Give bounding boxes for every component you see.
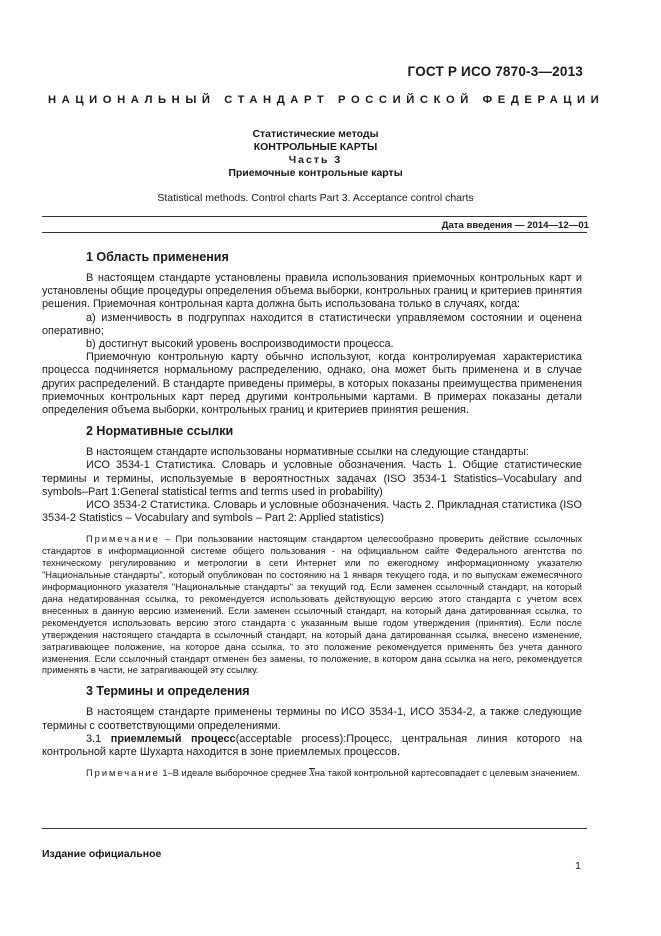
section-3-heading: 3 Термины и определения bbox=[86, 684, 250, 699]
note-text: 1–В идеале выборочное среднее bbox=[159, 768, 310, 779]
top-rule-2 bbox=[42, 232, 587, 233]
section-1-item-a: а) изменчивость в подгруппах находится в статистически управляемом состоянии и оценена оперативно; bbox=[42, 311, 582, 337]
top-rule bbox=[42, 216, 587, 217]
term-definition bbox=[42, 733, 582, 759]
title-line-1: Статистические методы bbox=[252, 128, 379, 140]
term-name: приемлемый процесс bbox=[110, 732, 236, 745]
x-bar-symbol: $\overline{X}$ bbox=[309, 769, 315, 780]
page-number: 1 bbox=[575, 860, 581, 872]
intro-date: Дата введения — 2014—12—01 bbox=[441, 220, 589, 231]
section-3-paragraph: В настоящем стандарте применены термины по ИСО 3534-1, ИСО 3534-2, а также следующие термины с соответствующими определениями. bbox=[42, 706, 582, 732]
national-standard-banner: НАЦИОНАЛЬНЫЙ СТАНДАРТ РОССИЙСКОЙ ФЕДЕРАЦИИ bbox=[48, 94, 605, 106]
reference-iso-3534-2: ИСО 3534-2 Статистика. Словарь и условные обозначения. Часть 2. Прикладная статистика (ISO 3534-2 Statistics – Vocabulary and symbols – Part 2: Applied statistics) bbox=[42, 499, 582, 525]
term-number: 3.1 bbox=[86, 732, 111, 745]
term-text: (acceptable process):Процесс, центральная линия которого на контрольной карте Шухарта находится в зоне приемлемых процессов. bbox=[42, 732, 583, 758]
reference-iso-3534-1: ИСО 3534-1 Статистика. Словарь и условные обозначения. Часть 1. Общие статистические термины и термины, используемые в вероятностных задачах (ISO 3534-1 Statistics–Vocabulary and symbols–Part 1:General statistical terms and terms used in probability) bbox=[42, 459, 582, 498]
english-title: Statistical methods. Control charts Part 3. Acceptance control charts bbox=[157, 192, 474, 204]
note-label: Примечание bbox=[86, 768, 160, 779]
footer-rule bbox=[42, 828, 587, 829]
title-part: Часть 3 bbox=[288, 154, 343, 166]
note-label: Примечание bbox=[86, 534, 160, 545]
section-1-paragraph: В настоящем стандарте установлены правила использования приемочных контрольных карт и установлены общие процедуры определения объема выборки, контрольных границ и критериев принятия решения. Приемочная контрольная карта должна быть использована только в случаях, когда: bbox=[42, 272, 582, 311]
note-text: на такой контрольной картесовпадает с целевым значением. bbox=[314, 768, 580, 779]
section-1-item-b: b) достигнут высокий уровень воспроизводимости процесса. bbox=[86, 338, 394, 351]
title-block bbox=[0, 128, 631, 180]
section-3-note bbox=[42, 768, 582, 781]
main-content bbox=[42, 250, 582, 781]
title-line-2: КОНТРОЛЬНЫЕ КАРТЫ bbox=[253, 141, 378, 153]
section-2-note bbox=[42, 534, 582, 677]
section-2-paragraph: В настоящем стандарте использованы нормативные ссылки на следующие стандарты: bbox=[86, 446, 529, 459]
edition-label: Издание официальное bbox=[42, 848, 162, 860]
section-1-paragraph: Приемочную контрольную карту обычно используют, когда контролируемая характеристика процесса подчиняется нормальному распределению, однако, она может быть применена и в случае других распределений. В стандарте приведены примеры, в которых показаны преимущества применения приемочных контрольных карт перед другими контрольными картами. В примерах показаны детали определения объема выборки, контрольных границ и критериев принятия решения. bbox=[42, 351, 582, 417]
note-text: – При пользовании настоящим стандартом целесообразно проверить действие ссылочных стандартов в информационной системе общего пользования - на официальном сайте Федерального агентства по техническому регулированию и метрологии в сети Интернет или по ежегодному информационному указателю "Национальные стандарты", который опубликован по состоянию на 1 января текущего года, и по выпускам ежемесячного информационного указателя "Национальные стандарты" за текущий год. Если заменен ссылочный стандарт, на который дана недатированная ссылка, то рекомендуется использовать действующую версию этого стандарта с учетом всех внесенных в данную версию изменений. Если заменен ссылочный стандарт, на который дана датированная ссылка, то рекомендуется использовать версию этого стандарта с указанным выше годом утверждения (принятия). Если после утверждения настоящего стандарта в ссылочный стандарт, на который дана датированная ссылка, внесено изменение, затрагивающее положение, на которое дана ссылка, то это положение рекомендуется применять без учета данного изменения. Если ссылочный стандарт отменен без замены, то положение, в котором дана ссылка на него, рекомендуется применять в части, не затрагивающей эту ссылку. bbox=[42, 534, 582, 676]
section-2-heading: 2 Нормативные ссылки bbox=[86, 424, 234, 439]
document-number: ГОСТ Р ИСО 7870-3—2013 bbox=[407, 64, 583, 79]
title-subtitle: Приемочные контрольные карты bbox=[228, 167, 403, 179]
section-1-heading: 1 Область применения bbox=[86, 250, 229, 264]
